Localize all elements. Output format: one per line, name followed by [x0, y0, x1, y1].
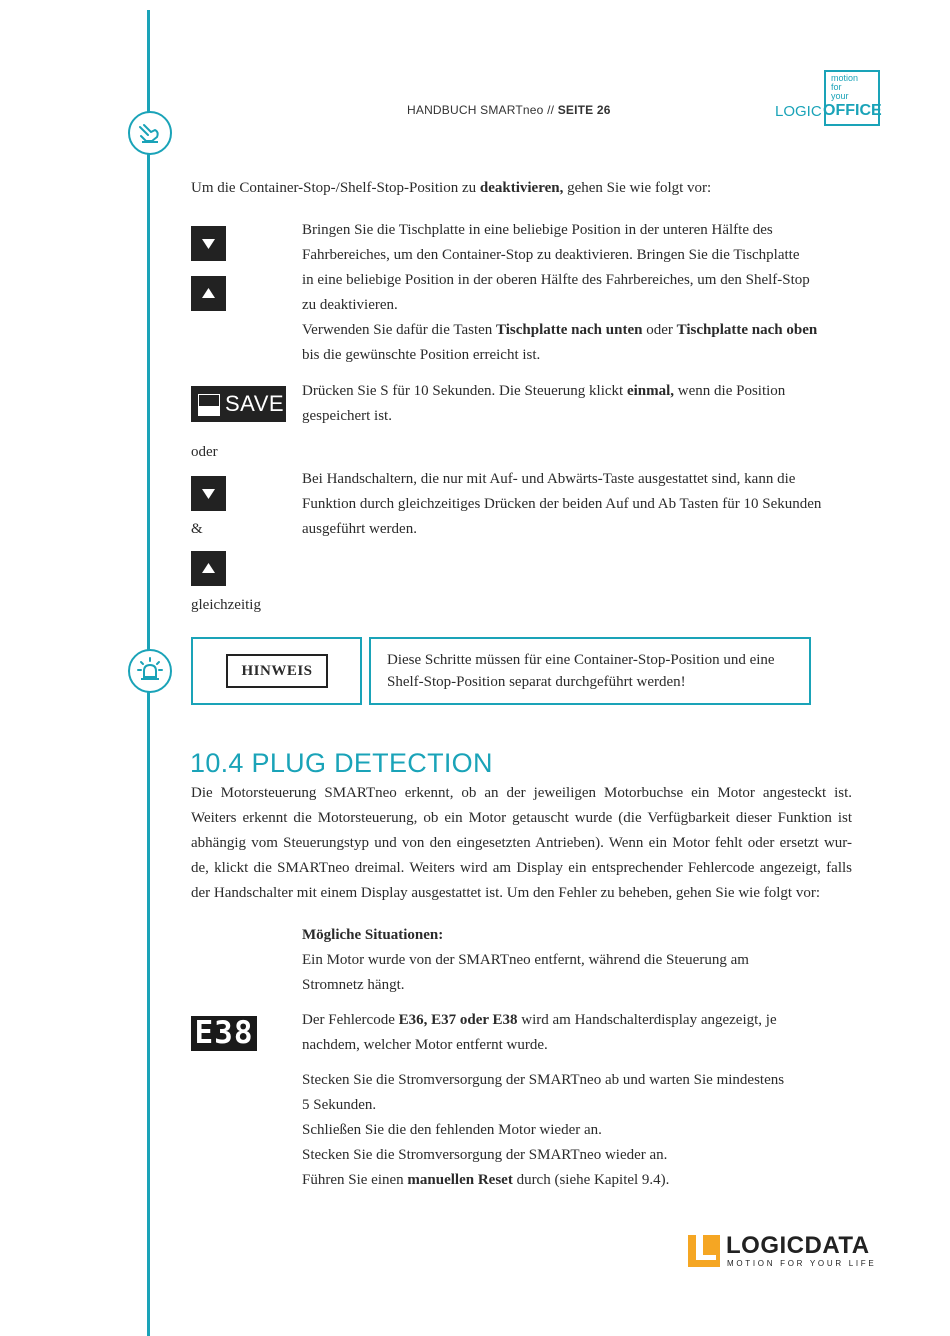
para-line1: Die Motorsteuerung SMARTneo erkennt, ob an der jeweiligen Motorbuchse ein Motor angesteckt ist.	[191, 785, 852, 801]
gleichzeitig-label: gleichzeitig	[191, 597, 261, 613]
errcode-line2: nachdem, welcher Motor entfernt wurde.	[302, 1037, 548, 1053]
steps-line4: Stecken Sie die Stromversorgung der SMARTneo wieder an.	[302, 1147, 668, 1163]
step1-l5b: Tischplatte nach unten	[496, 322, 643, 338]
arrow-down-key-icon	[191, 476, 226, 511]
e38-display-icon	[191, 1016, 257, 1051]
hand-touch-icon	[128, 111, 172, 155]
step3-line2: Funktion durch gleichzeitiges Drücken der beiden Auf und Ab Tasten für 10 Sekunden	[302, 496, 822, 512]
step1-line3: in eine beliebige Position in der oberen Hälfte des Fahrbereiches, um den Shelf-Stop	[302, 272, 810, 288]
alarm-light-icon	[128, 649, 172, 693]
steps-l5b: manuellen Reset	[407, 1172, 513, 1188]
step1-line6: bis die gewünschte Position erreicht ist.	[302, 347, 541, 363]
step2-text	[302, 379, 785, 429]
situations-text	[302, 923, 749, 998]
step3-line1: Bei Handschaltern, die nur mit Auf- und Abwärts-Taste ausgestattet sind, kann die	[302, 471, 796, 487]
save-key-fill	[199, 406, 219, 415]
header-manual-title: HANDBUCH SMARTneo //	[407, 103, 558, 117]
oder-label: oder	[191, 444, 218, 460]
steps-text	[302, 1068, 784, 1193]
step1-text	[302, 218, 817, 368]
step1-line1: Bringen Sie die Tischplatte in eine beliebige Position in der unteren Hälfte des	[302, 222, 773, 238]
page-header	[407, 103, 611, 117]
logicdata-logo	[688, 1233, 883, 1269]
step1-line5	[302, 318, 817, 343]
step2-line1	[302, 379, 785, 404]
errcode-c: wird am Handschalterdisplay angezeigt, je	[517, 1012, 777, 1028]
note-label-box	[191, 637, 362, 705]
errcode-a: Der Fehlercode	[302, 1012, 399, 1028]
step3-line3: ausgeführt werden.	[302, 521, 417, 537]
situations-title: Mögliche Situationen:	[302, 927, 444, 943]
step1-line4: zu deaktivieren.	[302, 297, 398, 313]
save-key-label: SAVE	[225, 391, 285, 416]
intro-bold: deaktivieren,	[479, 180, 564, 196]
note-label: HINWEIS	[226, 654, 328, 688]
logic-office-logo	[775, 70, 881, 126]
step1-l5d: Tischplatte nach oben	[676, 322, 818, 338]
note-content-box	[369, 637, 811, 705]
ampersand-label: &	[191, 521, 203, 537]
intro-post: gehen Sie wie folgt vor:	[563, 180, 712, 196]
save-key-square	[198, 394, 220, 416]
display-code: E38	[194, 1015, 254, 1051]
para-line3: abhängig vom Steuerungstyp und von den eingesetzten Antrieben). Wenn ein Motor fehlt oder ersetzt wur-	[191, 835, 852, 851]
arrow-down-key-icon	[191, 226, 226, 261]
logo-office: OFFICE	[823, 102, 882, 119]
steps-l5c: durch (siehe Kapitel 9.4).	[512, 1172, 670, 1188]
section-title: 10.4 PLUG DETECTION	[190, 748, 493, 778]
arrow-up-key-icon	[191, 276, 226, 311]
logo-tagline	[831, 74, 858, 101]
logicdata-tagline: MOTION FOR YOUR LIFE	[727, 1259, 877, 1268]
steps-line3: Schließen Sie die den fehlenden Motor wieder an.	[302, 1122, 602, 1138]
section-paragraph	[191, 781, 852, 906]
note-line2: Shelf-Stop-Position separat durchgeführt werden!	[387, 674, 686, 690]
errcode-line1	[302, 1008, 777, 1033]
logo-for: for	[831, 82, 842, 92]
errcode-text	[302, 1008, 777, 1058]
para-line2: Weiters erkennt die Motorsteuerung, ob ein Motor getauscht wurde (die Verfügbarkeit dieser Funktion ist	[191, 810, 852, 826]
step1-l5c: oder	[642, 322, 677, 338]
steps-line5	[302, 1168, 784, 1193]
steps-line1: Stecken Sie die Stromversorgung der SMARTneo ab und warten Sie mindestens	[302, 1072, 785, 1088]
steps-l5a: Führen Sie einen	[302, 1172, 408, 1188]
logo-your: your	[831, 91, 849, 101]
note-line1: Diese Schritte müssen für eine Container-Stop-Position und eine	[387, 652, 775, 668]
step1-line2: Fahrbereiches, um den Container-Stop zu deaktivieren. Bringen Sie die Tischplatte	[302, 247, 800, 263]
logicdata-mark	[688, 1235, 720, 1267]
logicdata-mark-base	[696, 1255, 716, 1260]
step2-l1a: Drücken Sie S für 10 Sekunden. Die Steuerung klickt	[302, 383, 627, 399]
logicdata-name: LOGICDATA	[726, 1232, 870, 1259]
para-line5: der Handschalter mit einem Display ausgestattet ist. Um den Fehler zu beheben, gehen Sie wie folgt vor:	[191, 885, 820, 901]
situations-line2: Stromnetz hängt.	[302, 977, 405, 993]
intro-pre: Um die Container-Stop-/Shelf-Stop-Position zu	[191, 180, 480, 196]
steps-line2: 5 Sekunden.	[302, 1097, 377, 1113]
header-page-number: SEITE 26	[557, 103, 611, 117]
para-line4: de, klickt die SMARTneo dreimal. Weiters wird am Display ein entsprechender Fehlercode angezeigt, falls	[191, 860, 852, 876]
logo-logic: LOGIC	[775, 103, 822, 120]
logo-motion: motion	[831, 73, 859, 83]
step2-line2: gespeichert ist.	[302, 408, 392, 424]
arrow-up-key-icon	[191, 551, 226, 586]
save-key-icon	[191, 386, 286, 422]
step2-l1b: einmal,	[626, 383, 675, 399]
step1-l5a: Verwenden Sie dafür die Tasten	[302, 322, 497, 338]
note-text	[387, 649, 775, 693]
step3-text	[302, 467, 821, 542]
intro-text	[191, 176, 711, 201]
step2-l1c: wenn die Position	[674, 383, 786, 399]
situations-line1: Ein Motor wurde von der SMARTneo entfernt, während die Steuerung am	[302, 952, 749, 968]
errcode-b: E36, E37 oder E38	[398, 1012, 518, 1028]
